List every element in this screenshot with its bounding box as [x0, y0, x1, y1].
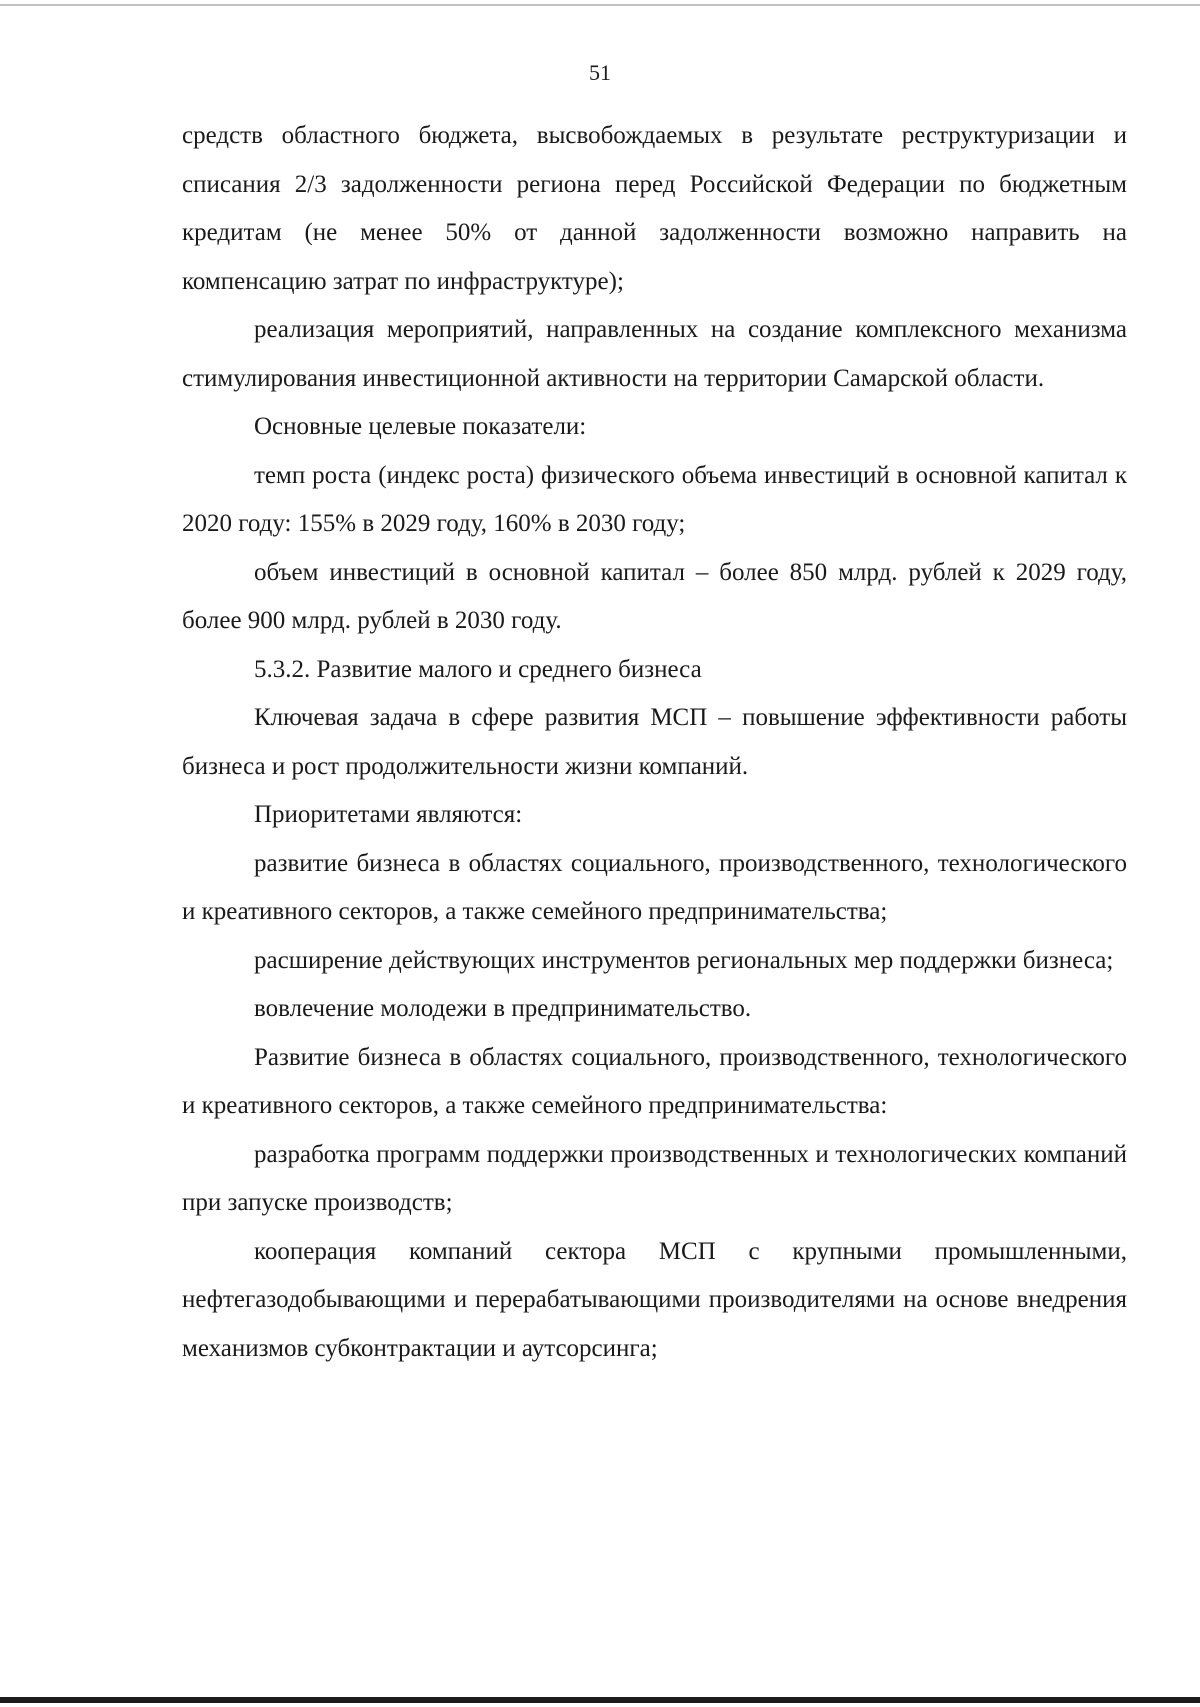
paragraph-cooperation: кооперация компаний сектора МСП с крупными промышленными, нефтегазодобывающими и перерабатывающими производителями на основе внедрения механизмов субконтрактации и аутсорсинга;: [182, 1237, 1127, 1362]
paragraph-investment-mechanism: реализация мероприятий, направленных на создание комплексного механизма стимулирования инвестиционной активности на территории Самарской области.: [182, 316, 1127, 392]
paragraph-priority-sectors: развитие бизнеса в областях социального, производственного, технологического и креативного секторов, а также семейного предпринимательства;: [182, 849, 1127, 925]
paragraph-growth-rate: темп роста (индекс роста) физического объема инвестиций в основной капитал к 2020 году: 155% в 2029 году, 160% в 2030 году;: [182, 461, 1127, 537]
paragraph-support-programs: разработка программ поддержки производственных и технологических компаний при запуске производств;: [182, 1140, 1127, 1216]
scan-edge-bottom: [0, 1697, 1200, 1703]
paragraph-priority-youth: вовлечение молодежи в предпринимательство.: [254, 995, 752, 1022]
paragraph-sector-development-heading: Развитие бизнеса в областях социального, производственного, технологического и креативного секторов, а также семейного предпринимательства:: [182, 1043, 1127, 1119]
paragraph-priorities-heading: Приоритетами являются:: [254, 801, 523, 828]
scan-edge-top: [0, 4, 1200, 6]
document-body: [182, 112, 1127, 1373]
paragraph-priority-support-tools: расширение действующих инструментов региональных мер поддержки бизнеса;: [254, 946, 1114, 974]
paragraph-key-task: Ключевая задача в сфере развития МСП – повышение эффективности работы бизнеса и рост продолжительности жизни компаний.: [182, 704, 1127, 780]
paragraph-investment-volume: объем инвестиций в основной капитал – более 850 млрд. рублей к 2029 году, более 900 млрд. рублей в 2030 году.: [182, 558, 1127, 634]
section-heading-sme: 5.3.2. Развитие малого и среднего бизнеса: [254, 655, 702, 683]
paragraph-budget-funds: средств областного бюджета, высвобождаемых в результате реструктуризации и списания 2/3 задолженности региона перед Российской Федерации по бюджетным кредитам (не менее 50% от данной задолженности возможно направить на компенсацию затрат по инфраструктуре);: [182, 122, 1127, 295]
page-number: 51: [589, 60, 611, 85]
paragraph-target-indicators-heading: Основные целевые показатели:: [254, 413, 587, 440]
